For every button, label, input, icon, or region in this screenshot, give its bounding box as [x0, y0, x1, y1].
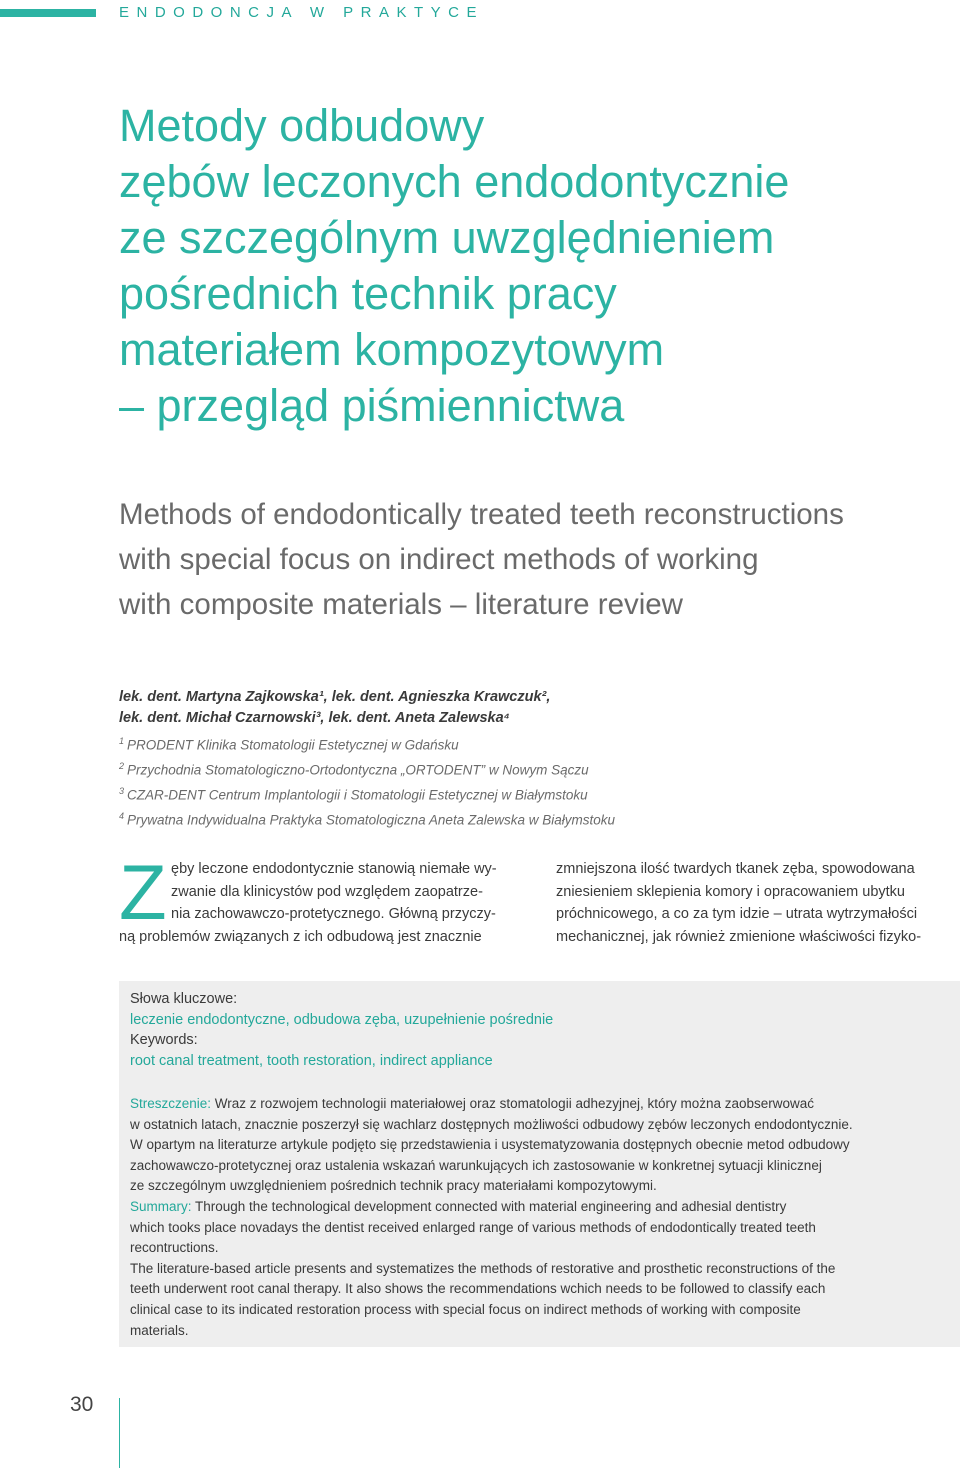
subtitle-line: with composite materials – literature review	[119, 588, 683, 621]
title-line: pośrednich technik pracy	[119, 268, 617, 319]
title-line: ze szczególnym uwzględnieniem	[119, 212, 775, 263]
abstract-pl-label: Streszczenie:	[130, 1096, 212, 1111]
section-label: ENDODONCJA W PRAKTYCE	[119, 4, 485, 21]
intro-column-left	[119, 848, 529, 948]
subtitle-line: Methods of endodontically treated teeth reconstructions	[119, 498, 844, 531]
subtitle-line: with special focus on indirect methods of working	[119, 543, 759, 576]
intro-line: nia zachowawczo-protetycznego. Główną przyczy-	[171, 906, 496, 922]
abstract-line: ze szczególnym uwzględnieniem pośrednich technik pracy materiałami kompozytowymi.	[130, 1178, 657, 1194]
abstract-line: Summary: Through the technological development connected with material engineering and adhesial dentistry	[130, 1198, 787, 1214]
intro-line: zwanie dla klinicystów pod względem zaopatrze-	[171, 883, 483, 900]
header-accent-bar	[0, 9, 96, 17]
intro-line: ęby leczone endodontycznie stanowią niemałe wy-	[171, 861, 497, 877]
affiliation-item: $^1$ PRODENT Klinika Stomatologii Estetycznej w Gdańsku	[119, 736, 459, 753]
page-number-rule	[119, 1398, 120, 1468]
intro-line: mechanicznej, jak również zmienione właściwości fizyko-	[556, 928, 922, 945]
title-line: Metody odbudowy	[119, 100, 485, 151]
affiliation-item: $^4$ Prywatna Indywidualna Praktyka Stomatologiczna Aneta Zalewska w Białymstoku	[119, 811, 615, 828]
intro-line: zniesieniem sklepienia komory i opracowaniem ubytku	[556, 883, 905, 900]
abstract-section	[130, 1094, 950, 1341]
abstract-line: which tooks place novadays the dentist received enlarged range of various methods of endodontically treated teeth	[130, 1219, 816, 1235]
page-number: 30	[70, 1393, 94, 1416]
intro-line: zmniejszona ilość twardych tkanek zęba, spowodowana	[556, 861, 915, 877]
abstract-line: recontructions.	[130, 1240, 219, 1256]
abstract-line: The literature-based article presents and systematizes the methods of restorative and prosthetic reconstructions of the	[130, 1260, 836, 1276]
author-list	[119, 687, 899, 729]
affiliation-item: $^2$ Przychodnia Stomatologiczno-Ortodontyczna „ORTODENT” w Nowym Sączu	[119, 761, 589, 778]
affiliation-list	[119, 731, 899, 831]
article-title-polish	[119, 98, 919, 434]
abstract-line: w ostatnich latach, znacznie poszerzył się wachlarz dostępnych możliwości odbudowy zębów leczonych endodontycznie.	[130, 1116, 853, 1132]
abstract-line: materials.	[130, 1322, 189, 1338]
abstract-line: clinical case to its indicated restoration process with special focus on indirect methods of working with composite	[130, 1301, 801, 1317]
title-line: – przegląd piśmiennictwa	[119, 380, 625, 431]
abstract-box	[119, 981, 960, 1347]
author-line: lek. dent. Martyna Zajkowska¹, lek. dent. Agnieszka Krawczuk²,	[119, 689, 551, 705]
keywords-section	[130, 989, 553, 1071]
article-title-english	[119, 492, 949, 627]
abstract-line: zachowawczo-protetycznej oraz ustalenia wskazań warunkujących ich zastosowanie w konkretnej sytuacji klinicznej	[130, 1157, 822, 1173]
abstract-en-label: Summary:	[130, 1198, 192, 1214]
title-line: zębów leczonych endodontycznie	[119, 156, 790, 207]
abstract-line: Streszczenie: Wraz z rozwojem technologii materiałowej oraz stomatologii adhezyjnej, który można zaobserwować	[130, 1096, 815, 1111]
intro-column-right	[556, 858, 960, 948]
affiliation-item: $^3$ CZAR-DENT Centrum Implantologii i Stomatologii Estetycznej w Białymstoku	[119, 786, 588, 803]
intro-line: próchnicowego, a co za tym idzie – utrata wytrzymałości	[556, 906, 918, 922]
keywords-pl-label: Słowa kluczowe:	[130, 991, 238, 1007]
drop-cap: Z	[119, 848, 167, 936]
keywords-en-label: Keywords:	[130, 1032, 198, 1048]
abstract-line: W opartym na literaturze artykule podjęto się przedstawienia i usystematyzowania dostępnych obecnie metod odbudowy	[130, 1137, 850, 1153]
author-line: lek. dent. Michał Czarnowski³, lek. dent. Aneta Zalewska⁴	[119, 710, 510, 726]
intro-line: ną problemów związanych z ich odbudową jest znacznie	[119, 928, 482, 945]
abstract-line: teeth underwent root canal therapy. It also shows the recommendations wchich needs to be followed to classify each	[130, 1281, 826, 1297]
keywords-pl-text: leczenie endodontyczne, odbudowa zęba, uzupełnienie pośrednie	[130, 1011, 554, 1028]
title-line: materiałem kompozytowym	[119, 324, 665, 375]
keywords-en-text: root canal treatment, tooth restoration, indirect appliance	[130, 1052, 493, 1069]
